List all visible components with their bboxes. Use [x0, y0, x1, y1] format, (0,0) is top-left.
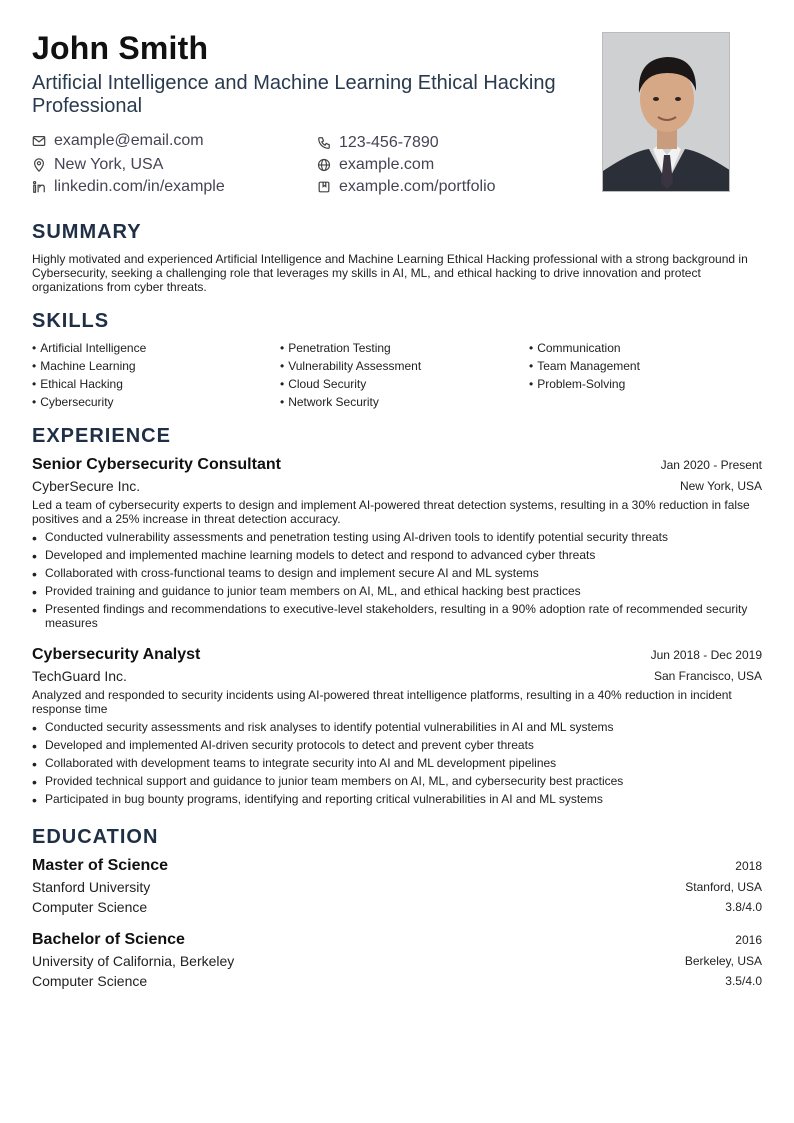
- edu-location: Berkeley, USA: [684, 954, 762, 968]
- candidate-name: John Smith: [32, 30, 209, 66]
- edu-school: Stanford University: [32, 879, 151, 895]
- contact-portfolio[interactable]: [317, 178, 496, 196]
- list-item: • Developed and implemented machine learning models to detect and respond to advanced cyber threats: [32, 548, 762, 562]
- edu-location: Stanford, USA: [685, 880, 762, 894]
- job-company: CyberSecure Inc.: [32, 478, 141, 494]
- phone-icon: [317, 136, 331, 150]
- skill-item: • Artificial Intelligence: [32, 341, 146, 355]
- edu-school: University of California, Berkeley: [32, 953, 235, 969]
- job-company: TechGuard Inc.: [32, 668, 127, 684]
- skill-item: • Vulnerability Assessment: [280, 359, 421, 373]
- website-text: example.com: [339, 156, 435, 173]
- contact-linkedin[interactable]: [32, 178, 225, 196]
- skill-item: • Machine Learning: [32, 359, 136, 373]
- skill-item: • Cloud Security: [280, 377, 366, 391]
- list-item: • Collaborated with development teams to integrate security into AI and ML development pipelines: [32, 756, 762, 770]
- mail-icon: [32, 134, 46, 148]
- edu-gpa: 3.8/4.0: [725, 900, 762, 914]
- education-heading: EDUCATION: [32, 826, 159, 848]
- contact-email[interactable]: [32, 132, 204, 150]
- skill-item: • Ethical Hacking: [32, 377, 123, 391]
- edu-year: 2018: [735, 859, 762, 873]
- contact-phone[interactable]: [317, 134, 439, 152]
- email-text: example@email.com: [54, 132, 204, 149]
- edu-degree: Bachelor of Science: [32, 931, 185, 948]
- phone-text: 123-456-7890: [339, 134, 439, 151]
- summary-text: Highly motivated and experienced Artificial Intelligence and Machine Learning Ethical Hacking professional with a strong background in Cybersecurity, seeking a challenging role that leverages my skills in AI, ML, and ethical hacking to drive innovation and protect organizations from cyber threats.: [32, 252, 748, 294]
- portfolio-text: example.com/portfolio: [339, 178, 496, 195]
- linkedin-text: linkedin.com/in/example: [54, 178, 225, 195]
- profile-photo: [602, 32, 730, 192]
- job-description: Analyzed and responded to security incidents using AI-powered threat intelligence platforms, resulting in a 40% reduction in incident response time: [32, 688, 732, 716]
- job-dates: Jun 2018 - Dec 2019: [650, 648, 762, 662]
- skill-item: • Cybersecurity: [32, 395, 114, 409]
- skill-item: • Team Management: [529, 359, 640, 373]
- list-item: • Conducted security assessments and risk analyses to identify potential vulnerabilities in AI and ML systems: [32, 720, 762, 734]
- edu-gpa: 3.5/4.0: [725, 974, 762, 988]
- skill-item: • Problem-Solving: [529, 377, 625, 391]
- contact-website[interactable]: [317, 156, 434, 174]
- list-item: • Participated in bug bounty programs, identifying and reporting critical vulnerabilities in AI and ML systems: [32, 792, 762, 806]
- job-title: Cybersecurity Analyst: [32, 646, 201, 663]
- list-item: • Developed and implemented AI-driven security protocols to detect and prevent cyber threats: [32, 738, 762, 752]
- edu-field: Computer Science: [32, 973, 148, 989]
- bookmark-icon: [317, 180, 331, 194]
- job-description: Led a team of cybersecurity experts to design and implement AI-powered threat detection systems, resulting in a 30% reduction in false positives and a 25% increase in threat detection accuracy.: [32, 498, 750, 526]
- job-location: San Francisco, USA: [653, 669, 762, 683]
- list-item: • Provided training and guidance to junior team members on AI, ML, and ethical hacking best practices: [32, 584, 762, 598]
- candidate-title: Artificial Intelligence and Machine Learning Ethical Hacking Professional: [32, 72, 556, 117]
- experience-heading: EXPERIENCE: [32, 425, 171, 447]
- edu-degree: Master of Science: [32, 857, 169, 874]
- list-item: • Collaborated with cross-functional teams to design and implement secure AI and ML systems: [32, 566, 762, 580]
- contact-location: [32, 156, 163, 174]
- skill-item: • Penetration Testing: [280, 341, 391, 355]
- job-title: Senior Cybersecurity Consultant: [32, 456, 281, 473]
- job-location: New York, USA: [679, 479, 762, 493]
- skill-item: • Network Security: [280, 395, 379, 409]
- job-bullets: [32, 530, 762, 634]
- job-bullets: [32, 720, 762, 810]
- edu-year: 2016: [735, 933, 762, 947]
- list-item: • Conducted vulnerability assessments and penetration testing using AI-driven tools to identify potential security threats: [32, 530, 762, 544]
- linkedin-icon: [32, 180, 46, 194]
- skills-heading: SKILLS: [32, 310, 110, 332]
- list-item: • Presented findings and recommendations to executive-level stakeholders, resulting in a 90% adoption rate of recommended security measures: [32, 602, 762, 630]
- location-text: New York, USA: [54, 156, 164, 173]
- list-item: • Provided technical support and guidance to junior team members on AI, ML, and cybersecurity best practices: [32, 774, 762, 788]
- job-dates: Jan 2020 - Present: [660, 458, 762, 472]
- globe-icon: [317, 158, 331, 172]
- edu-field: Computer Science: [32, 899, 148, 915]
- summary-heading: SUMMARY: [32, 221, 142, 243]
- location-pin-icon: [32, 158, 46, 172]
- skill-item: • Communication: [529, 341, 621, 355]
